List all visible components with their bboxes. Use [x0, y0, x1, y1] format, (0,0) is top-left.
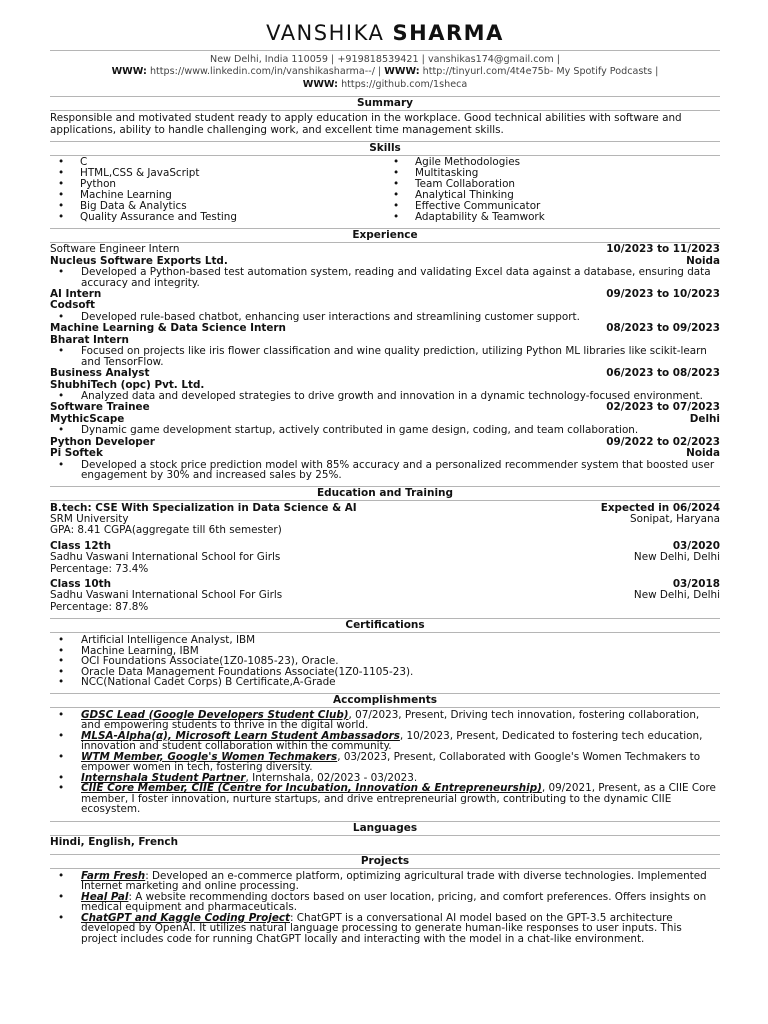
summary-text: Responsible and motivated student ready to apply education in the workplace. Good technical abilities with software and applications, ability to handle challenging work, and excellent time management skills.	[50, 112, 682, 137]
certification-item: • Machine Learning, IBM	[81, 646, 720, 657]
education-school-row	[50, 552, 720, 563]
education-school: Sadhu Vaswani International School for Girls	[50, 551, 281, 564]
project-text: : Developed an e-commerce platform, optimizing agricultural trade with diverse technologies. Implemented Internet marketing and online processing.	[81, 869, 707, 893]
job-company: MythicScape	[50, 412, 125, 425]
job-bullet: • Focused on projects like iris flower classification and wine quality prediction, utilizing Python ML libraries like scikit-learn and TensorFlow.	[81, 346, 720, 367]
github-link[interactable]: https://github.com/1sheca	[341, 78, 468, 90]
education-date: 03/2018	[672, 578, 720, 591]
skill-item: • C	[80, 157, 385, 168]
accomplishment-text: , Internshala, 02/2023 - 03/2023.	[245, 771, 418, 784]
education-score: GPA: 8.41 CGPA(aggregate till 6th semester)	[50, 524, 282, 537]
skill-item: • Python	[80, 179, 385, 190]
candidate-name	[50, 0, 720, 46]
job-bullets	[50, 346, 720, 367]
education-degree: Class 12th	[50, 539, 112, 552]
spotify-link[interactable]: http://tinyurl.com/4t4e75b- My Spotify Podcasts |	[422, 66, 659, 78]
experience-entry	[50, 289, 720, 322]
accomplishment-item	[81, 752, 720, 773]
skill-item: • Effective Communicator	[415, 201, 720, 212]
skill-item: • HTML,CSS & JavaScript	[80, 168, 385, 179]
experience-entry	[50, 368, 720, 401]
certification-item: • Artificial Intelligence Analyst, IBM	[81, 635, 720, 646]
skill-item: • Machine Learning	[80, 190, 385, 201]
languages-text: Hindi, English, French	[50, 835, 178, 848]
project-item	[81, 913, 720, 945]
job-dates: 06/2023 to 08/2023	[606, 367, 720, 380]
job-bullet: • Analyzed data and developed strategies to drive growth and innovation in a dynamic technology-focused environment.	[81, 391, 720, 402]
summary-heading: Summary	[50, 96, 720, 111]
job-title: Business Analyst	[50, 367, 150, 380]
job-title-row	[50, 244, 720, 255]
experience-heading: Experience	[50, 228, 720, 243]
accomplishment-text: , 03/2023, Present, Collaborated with Google's Women Techmakers to empower women in tech, fostering diversity.	[81, 750, 701, 774]
education-degree: Class 10th	[50, 578, 112, 591]
skill-item: • Multitasking	[415, 168, 720, 179]
education-date: 03/2020	[672, 539, 720, 552]
job-title: Software Engineer Intern	[50, 243, 180, 256]
job-company: Bharat Intern	[50, 333, 129, 346]
job-title: Machine Learning & Data Science Intern	[50, 322, 286, 335]
skill-item: • Quality Assurance and Testing	[80, 212, 385, 223]
job-title-row	[50, 289, 720, 300]
skill-item: • Analytical Thinking	[415, 190, 720, 201]
www-label: WWW:	[111, 66, 147, 78]
education-school: SRM University	[50, 513, 129, 525]
education-list	[50, 503, 720, 614]
education-school-row	[50, 590, 720, 601]
education-entry	[50, 579, 720, 613]
first-name: VANSHIKA	[266, 21, 385, 45]
accomplishment-item	[81, 731, 720, 752]
job-company: Nucleus Software Exports Ltd.	[50, 254, 228, 267]
job-dates: 10/2023 to 11/2023	[606, 243, 720, 256]
education-score-row	[50, 602, 720, 613]
job-dates: 09/2023 to 10/2023	[606, 288, 720, 301]
job-title: AI Intern	[50, 288, 102, 301]
job-bullets	[50, 391, 720, 402]
accomplishments-heading: Accomplishments	[50, 693, 720, 708]
experience-entry	[50, 437, 720, 481]
experience-entry	[50, 323, 720, 367]
accomplishment-title[interactable]: GDSC Lead (Google Developers Student Club)	[81, 708, 349, 721]
education-score: Percentage: 87.8%	[50, 600, 149, 613]
accomplishments-list	[50, 710, 720, 815]
job-bullet: • Developed a Python-based test automation system, reading and validating Excel data against a database, ensuring data accuracy and integrity.	[81, 267, 720, 288]
certification-item: • OCI Foundations Associate(1Z0-1085-23), Oracle.	[81, 656, 720, 667]
www-label-2: WWW:	[384, 66, 420, 78]
accomplishment-title[interactable]: CIIE Core Member, CIIE (Centre for Incubation, Innovation & Entrepreneurship)	[81, 782, 542, 795]
education-heading: Education and Training	[50, 486, 720, 501]
accomplishment-item	[81, 710, 720, 731]
skills-heading: Skills	[50, 141, 720, 156]
project-item	[81, 892, 720, 913]
www-label-3: WWW:	[302, 78, 339, 90]
experience-entry	[50, 402, 720, 435]
education-school: Sadhu Vaswani International School For Girls	[50, 589, 283, 602]
education-date: Expected in 06/2024	[600, 501, 720, 514]
certifications-list	[50, 635, 720, 688]
job-company: Pi Softek	[50, 447, 103, 460]
projects-list	[50, 871, 720, 945]
job-location: Noida	[686, 447, 720, 460]
project-title[interactable]: ChatGPT and Kaggle Coding Project	[81, 911, 290, 924]
skill-item: • Adaptability & Teamwork	[415, 212, 720, 223]
job-dates: 09/2022 to 02/2023	[606, 435, 720, 448]
project-text: : ChatGPT is a conversational AI model based on the GPT-3.5 architecture developed by OpenAI. It utilizes natural language processing to generate human-like responses to user inputs. This project includes code for running ChatGPT locally and interacting with the model in a chat-like environment.	[81, 911, 682, 945]
job-bullet: • Developed a stock price prediction model with 85% accuracy and a personalized recommender system that boosted user engagement by 30% and increased sales by 25%.	[81, 460, 720, 481]
last-name: SHARMA	[392, 21, 504, 45]
education-entry	[50, 503, 720, 537]
projects-heading: Projects	[50, 854, 720, 869]
linkedin-link[interactable]: https://www.linkedin.com/in/vanshikasharma--/	[149, 66, 375, 78]
job-title-row	[50, 368, 720, 379]
skill-item: • Team Collaboration	[415, 179, 720, 190]
skills-right-column	[385, 157, 720, 223]
job-location: Delhi	[689, 412, 720, 425]
accomplishment-text: , 10/2023, Present, Dedicated to fostering tech education, innovation and student collaboration within the community.	[81, 729, 703, 753]
education-degree: B.tech: CSE With Specialization in Data Science & AI	[50, 501, 357, 514]
job-company-row	[50, 448, 720, 459]
accomplishment-text: , 09/2021, Present, as a CIIE Core member, I foster innovation, nurture startups, and drive entrepreneurial growth, contributing to the dynamic CIIE ecosystem.	[81, 782, 716, 816]
job-dates: 02/2023 to 07/2023	[606, 401, 720, 414]
contact-block	[50, 54, 720, 91]
job-bullet: • Dynamic game development startup, actively contributed in game design, coding, and team collaboration.	[81, 425, 720, 436]
job-bullets	[50, 425, 720, 436]
job-location: Noida	[686, 254, 720, 267]
education-location: New Delhi, Delhi	[633, 551, 720, 564]
job-bullets	[50, 312, 720, 323]
github-line	[50, 79, 720, 91]
accomplishment-text: , 07/2023, Present, Driving tech innovation, fostering collaboration, and empowering students to thrive in the digital world.	[81, 708, 700, 732]
education-score-row	[50, 525, 720, 536]
education-degree-row	[50, 503, 720, 514]
languages-heading: Languages	[50, 821, 720, 836]
education-entry	[50, 541, 720, 575]
job-title: Software Trainee	[50, 401, 150, 414]
job-title-row	[50, 437, 720, 448]
job-title-row	[50, 402, 720, 413]
job-dates: 08/2023 to 09/2023	[606, 322, 720, 335]
job-title: Python Developer	[50, 435, 155, 448]
header-rule	[50, 50, 720, 51]
education-score-row	[50, 564, 720, 575]
job-bullets	[50, 460, 720, 481]
experience-entry	[50, 244, 720, 288]
skills-left-column	[50, 157, 385, 223]
job-bullets	[50, 267, 720, 288]
skills-list	[50, 157, 720, 223]
experience-list	[50, 244, 720, 480]
education-score: Percentage: 73.4%	[50, 562, 149, 575]
job-company: Codsoft	[50, 299, 96, 312]
certifications-heading: Certifications	[50, 618, 720, 633]
accomplishment-title[interactable]: Internshala Student Partner	[81, 771, 246, 784]
project-title[interactable]: Heal Pal	[81, 890, 129, 903]
education-location: Sonipat, Haryana	[630, 513, 720, 525]
job-title-row	[50, 323, 720, 334]
project-text: : A website recommending doctors based on user location, pricing, and comfort preferences. Offers insights on medical equipment and pharmaceuticals.	[81, 890, 707, 914]
certification-item: • NCC(National Cadet Corps) B Certificate,A-Grade	[81, 677, 720, 688]
contact-line: New Delhi, India 110059 | +919818539421 | vanshikas174@gmail.com |	[210, 54, 560, 65]
www-line	[50, 66, 720, 78]
education-location: New Delhi, Delhi	[633, 589, 720, 602]
www-separator: |	[378, 66, 382, 78]
project-item	[81, 871, 720, 892]
skill-item: • Agile Methodologies	[415, 157, 720, 168]
job-bullet: • Developed rule-based chatbot, enhancing user interactions and streamlining customer support.	[81, 312, 720, 323]
accomplishment-title[interactable]: WTM Member, Google's Women Techmakers	[81, 750, 338, 763]
certification-item: • Oracle Data Management Foundations Associate(1Z0-1105-23).	[81, 667, 720, 678]
job-company: ShubhiTech (opc) Pvt. Ltd.	[50, 378, 205, 391]
project-title[interactable]: Farm Fresh	[81, 869, 146, 882]
accomplishment-item	[81, 783, 720, 815]
skill-item: • Big Data & Analytics	[80, 201, 385, 212]
accomplishment-title[interactable]: MLSA-Alpha(α), Microsoft Learn Student Ambassadors	[81, 729, 400, 742]
